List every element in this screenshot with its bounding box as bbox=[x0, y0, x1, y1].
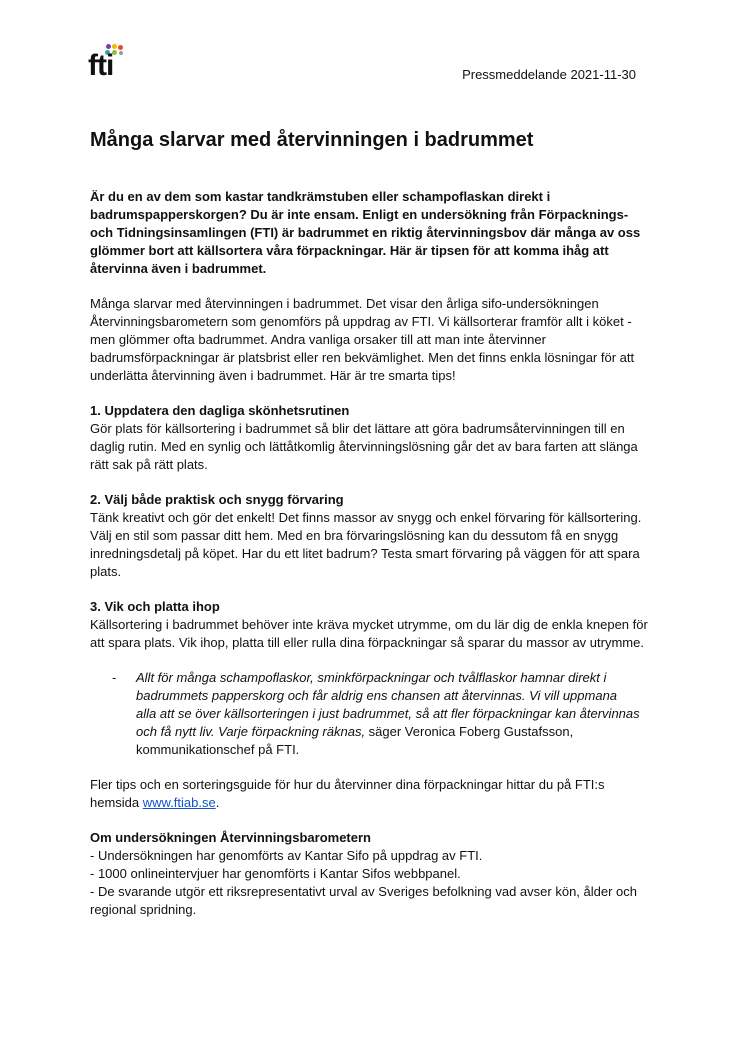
about-item: - Undersökningen har genomförts av Kantar Sifo på uppdrag av FTI. bbox=[90, 848, 483, 863]
lead-paragraph: Är du en av dem som kastar tandkrämstuben eller schampoflaskan direkt i badrumspapperskorgen? Du är inte ensam. Enligt en undersökning från Förpacknings- och Tidningsinsamlingen (FTI) är badrummet en riktig återvinningsbov där många av oss glömmer bort att källsortera våra förpackningar. Här är tipsen för att komma ihåg att återvinna även i badrummet. bbox=[90, 189, 641, 276]
more-tips-text: Fler tips och en sorteringsguide för hur du återvinner dina förpackningar hittar du på FTI:s hemsida bbox=[90, 777, 605, 810]
quote-attribution: säger Veronica Foberg Gustafsson, kommunikationschef på FTI. bbox=[136, 724, 574, 757]
tip-body: Källsortering i badrummet behöver inte kräva mycket utrymme, om du lär dig de enkla knepen för att spara plats. Vik ihop, platta till eller rulla dina förpackningar så sparar du massor av utrymme. bbox=[90, 617, 648, 650]
about-item: - 1000 onlineintervjuer har genomförts i Kantar Sifos webbpanel. bbox=[90, 866, 461, 881]
page-title: Många slarvar med återvinningen i badrummet bbox=[90, 129, 534, 151]
intro-paragraph: Många slarvar med återvinningen i badrummet. Det visar den årliga sifo-undersökningen Återvinningsbarometern som genomförs på uppdrag av FTI. Vi källsorterar framför allt i köket - men glömmer ofta badrummet. Andra vanliga orsaker till att man inte återvinner badrumsförpackningar är platsbrist eller ren bekvämlighet. Men det finns enkla lösningar för att underlätta återvinning även i badrummet. Här är tre smarta tips! bbox=[90, 296, 635, 383]
ftiab-link[interactable]: www.ftiab.se bbox=[142, 795, 216, 810]
about-item: - De svarande utgör ett riksrepresentativt urval av Sveriges befolkning vad avser kön, ålder och regional spridning. bbox=[90, 884, 637, 917]
tip-section-1 bbox=[90, 402, 650, 474]
tip-section-2 bbox=[90, 491, 650, 581]
logo-dot bbox=[118, 45, 123, 50]
quote-italic: Allt för många schampoflaskor, sminkförpackningar och tvålflaskor hamnar direkt i badrummets papperskorg och får aldrig ens chansen att återvinnas. Vi vill uppmana alla att se över källsorteringen i just badrummet, så att fler förpackningar kan återvinnas och få nytt liv. Varje förpackning räknas, bbox=[136, 670, 640, 739]
tip-section-3 bbox=[90, 598, 650, 652]
tip-title: 2. Välj både praktisk och snygg förvaring bbox=[90, 492, 344, 507]
quote-item bbox=[90, 669, 650, 759]
tip-title: 1. Uppdatera den dagliga skönhetsrutinen bbox=[90, 403, 350, 418]
more-tips-paragraph bbox=[90, 776, 650, 812]
logo-dot bbox=[119, 51, 123, 55]
logo-wordmark: fti bbox=[88, 49, 114, 82]
quote-text bbox=[136, 669, 650, 759]
about-title: Om undersökningen Återvinningsbarometern bbox=[90, 830, 371, 845]
tip-title: 3. Vik och platta ihop bbox=[90, 599, 220, 614]
tip-body: Gör plats för källsortering i badrummet så blir det lättare att göra badrumsåtervinningen till en daglig rutin. Med en synlig och lättåtkomlig återvinningslösning går det av bara farten att slänga rätt sak på rätt plats. bbox=[90, 421, 638, 472]
article-body bbox=[90, 128, 650, 936]
press-release-date: Pressmeddelande 2021-11-30 bbox=[462, 67, 636, 82]
more-tips-after: . bbox=[215, 795, 220, 810]
fti-logo bbox=[88, 44, 128, 80]
tip-body: Tänk kreativt och gör det enkelt! Det finns massor av snygg och enkel förvaring för källsortering. Välj en stil som passar ditt hem. Med en bra förvaringslösning kan du dessutom få en snygg inredningsdetalj på köpet. Har du ett litet badrum? Testa smart förvaring på väggen för att spara plats. bbox=[90, 510, 642, 579]
quote-dash: - bbox=[112, 670, 117, 685]
about-section bbox=[90, 829, 650, 919]
